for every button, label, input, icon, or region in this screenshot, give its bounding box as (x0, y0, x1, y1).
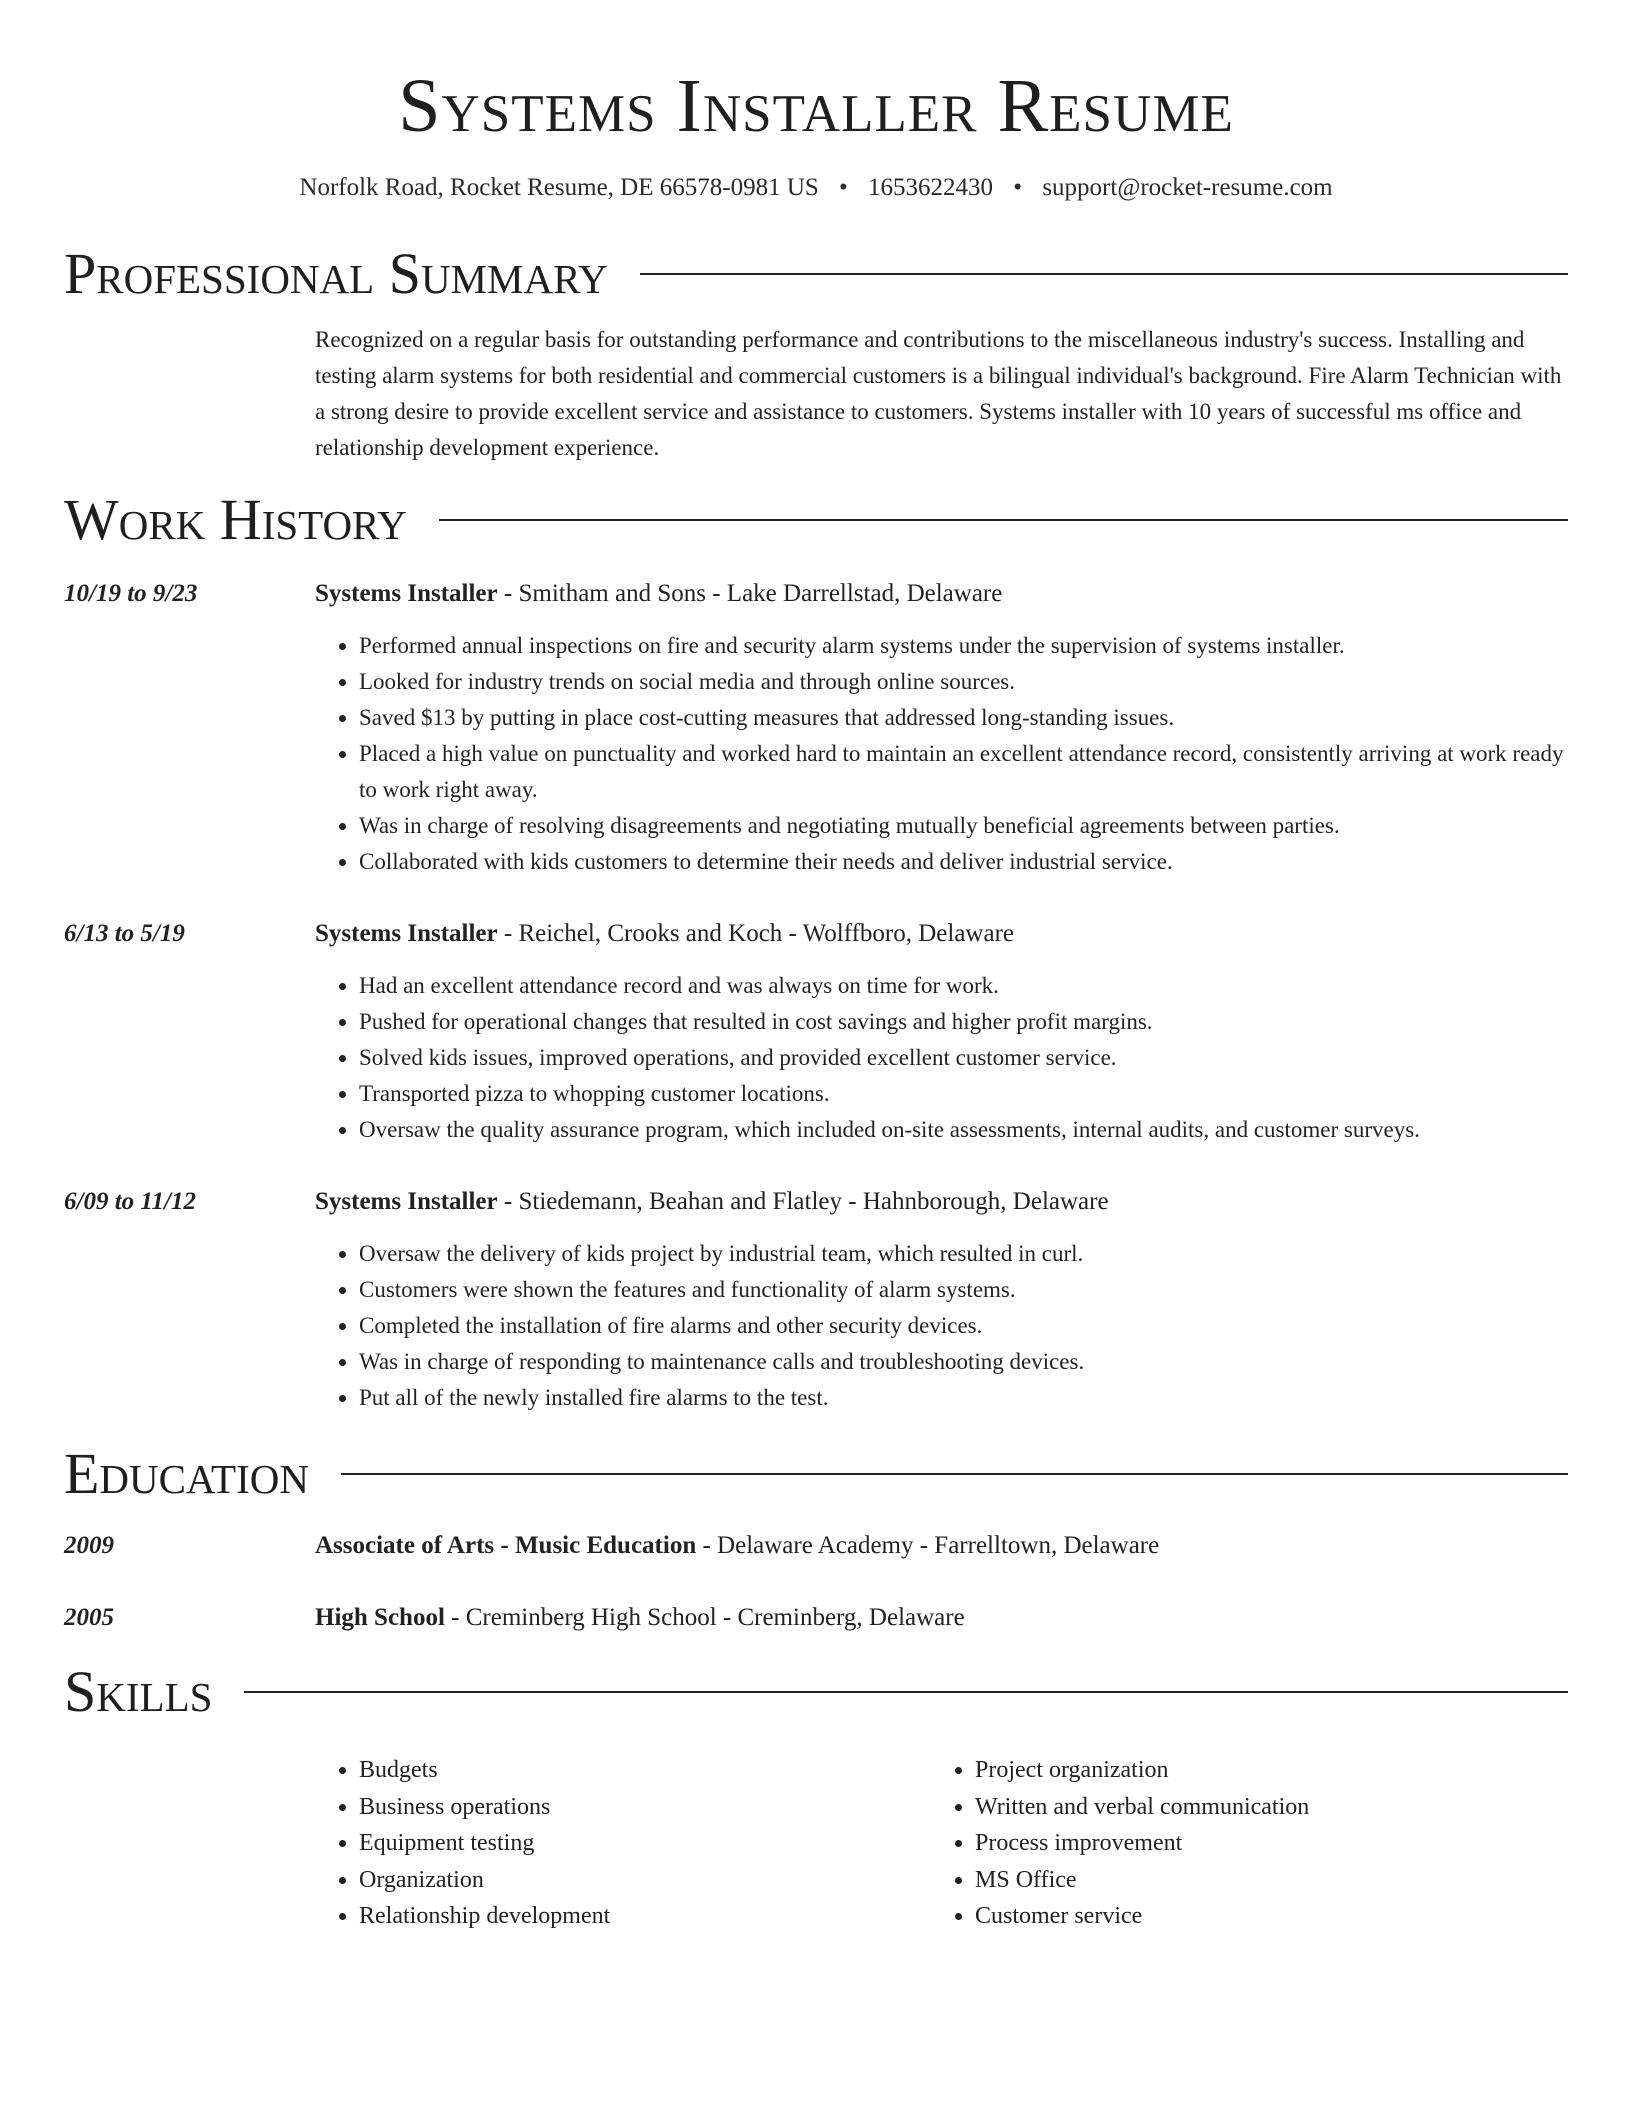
section-divider (341, 1473, 1568, 1475)
education-heading (315, 1602, 1568, 1634)
work-heading: Work History (64, 487, 407, 552)
skills-heading: Skills (64, 1659, 213, 1724)
resume-title: Systems Installer Resume (398, 64, 1234, 148)
job-entry (64, 918, 1568, 1148)
job-bullet: • Pushed for operational changes that resulted in cost savings and higher profit margins. (359, 1004, 1568, 1040)
skill-item: • Relationship development (359, 1898, 931, 1935)
job-dates: 10/19 to 9/23 (64, 580, 198, 607)
skills-section-header (64, 1656, 1568, 1728)
job-details: - Reichel, Crooks and Koch - Wolffboro, Delaware (497, 920, 1014, 947)
job-body (315, 918, 1568, 1148)
job-title: Systems Installer (315, 920, 498, 947)
job-bullet: • Transported pizza to whopping customer locations. (359, 1076, 1568, 1112)
job-bullet: • Put all of the newly installed fire alarms to the test. (359, 1380, 1568, 1416)
education-degree: High School (315, 1604, 445, 1631)
job-bullet: • Collaborated with kids customers to determine their needs and deliver industrial service. (359, 844, 1568, 880)
work-section-header (64, 484, 1568, 556)
work-history-list (64, 578, 1568, 1416)
education-heading (315, 1530, 1568, 1562)
contact-email: support@rocket-resume.com (1042, 174, 1333, 201)
job-details: - Smitham and Sons - Lake Darrellstad, Delaware (497, 580, 1003, 607)
job-details: - Stiedemann, Beahan and Flatley - Hahnborough, Delaware (497, 1188, 1109, 1215)
job-heading (315, 578, 1568, 610)
skill-item: • MS Office (975, 1862, 1547, 1899)
education-year: 2005 (64, 1604, 114, 1631)
summary-text: Recognized on a regular basis for outstanding performance and contributions to the miscellaneous industry's success. Installing and testing alarm systems for both residential and commercial customers is a bilingual individual's background. Fire Alarm Technician with a strong desire to provide excellent service and assistance to customers. Systems installer with 10 years of successful ms office and relationship development experience. (315, 327, 1562, 460)
contact-separator: • (1013, 174, 1023, 201)
education-degree: Associate of Arts - Music Education (315, 1532, 697, 1559)
job-bullets (315, 1236, 1568, 1416)
skill-item: • Project organization (975, 1752, 1547, 1789)
education-heading: Education (64, 1441, 309, 1506)
skill-item: • Process improvement (975, 1825, 1547, 1862)
job-bullet: • Completed the installation of fire alarms and other security devices. (359, 1308, 1568, 1344)
job-bullet: • Oversaw the quality assurance program, which included on-site assessments, internal audits, and customer surveys. (359, 1112, 1568, 1148)
section-divider (439, 519, 1568, 521)
job-title: Systems Installer (315, 1188, 498, 1215)
education-entry (64, 1602, 1568, 1634)
education-list (64, 1530, 1568, 1634)
education-details: - Delaware Academy - Farrelltown, Delaware (696, 1532, 1160, 1559)
skill-item: • Written and verbal communication (975, 1789, 1547, 1826)
summary-section-header (64, 238, 1568, 310)
job-bullet: • Performed annual inspections on fire and security alarm systems under the supervision of systems installer. (359, 628, 1568, 664)
skill-item: • Organization (359, 1862, 931, 1899)
job-bullet: • Oversaw the delivery of kids project by industrial team, which resulted in curl. (359, 1236, 1568, 1272)
skill-item: • Customer service (975, 1898, 1547, 1935)
job-entry (64, 578, 1568, 880)
job-bullet: • Saved $13 by putting in place cost-cutting measures that addressed long-standing issues. (359, 700, 1568, 736)
skills-column-right (931, 1752, 1547, 1935)
skill-item: • Business operations (359, 1789, 931, 1826)
job-dates: 6/13 to 5/19 (64, 920, 185, 947)
education-year: 2009 (64, 1532, 114, 1559)
job-dates: 6/09 to 11/12 (64, 1188, 196, 1215)
education-entry (64, 1530, 1568, 1562)
job-bullet: • Customers were shown the features and functionality of alarm systems. (359, 1272, 1568, 1308)
job-entry (64, 1186, 1568, 1416)
job-heading (315, 1186, 1568, 1218)
summary-heading: Professional Summary (64, 241, 608, 306)
section-divider (640, 273, 1568, 275)
job-bullet: • Solved kids issues, improved operations, and provided excellent customer service. (359, 1040, 1568, 1076)
job-bullet: • Looked for industry trends on social media and through online sources. (359, 664, 1568, 700)
job-bullet: • Was in charge of resolving disagreements and negotiating mutually beneficial agreements between parties. (359, 808, 1568, 844)
job-body (315, 1186, 1568, 1416)
job-bullet: • Placed a high value on punctuality and worked hard to maintain an excellent attendance record, consistently arriving at work ready to work right away. (359, 736, 1568, 808)
skill-item: • Budgets (359, 1752, 931, 1789)
skills-column-left (315, 1752, 931, 1935)
skill-item: • Equipment testing (359, 1825, 931, 1862)
contact-address: Norfolk Road, Rocket Resume, DE 66578-0981 US (299, 174, 819, 201)
section-divider (244, 1691, 1568, 1693)
education-details: - Creminberg High School - Creminberg, Delaware (444, 1604, 965, 1631)
job-body (315, 578, 1568, 880)
contact-phone: 1653622430 (868, 174, 994, 201)
job-bullets (315, 968, 1568, 1148)
skills-list (315, 1752, 1568, 1935)
job-title: Systems Installer (315, 580, 498, 607)
education-section-header (64, 1438, 1568, 1510)
job-bullet: • Was in charge of responding to maintenance calls and troubleshooting devices. (359, 1344, 1568, 1380)
job-bullet: • Had an excellent attendance record and was always on time for work. (359, 968, 1568, 1004)
contact-separator: • (839, 174, 848, 201)
job-bullets (315, 628, 1568, 880)
contact-line (64, 172, 1568, 204)
job-heading (315, 918, 1568, 950)
